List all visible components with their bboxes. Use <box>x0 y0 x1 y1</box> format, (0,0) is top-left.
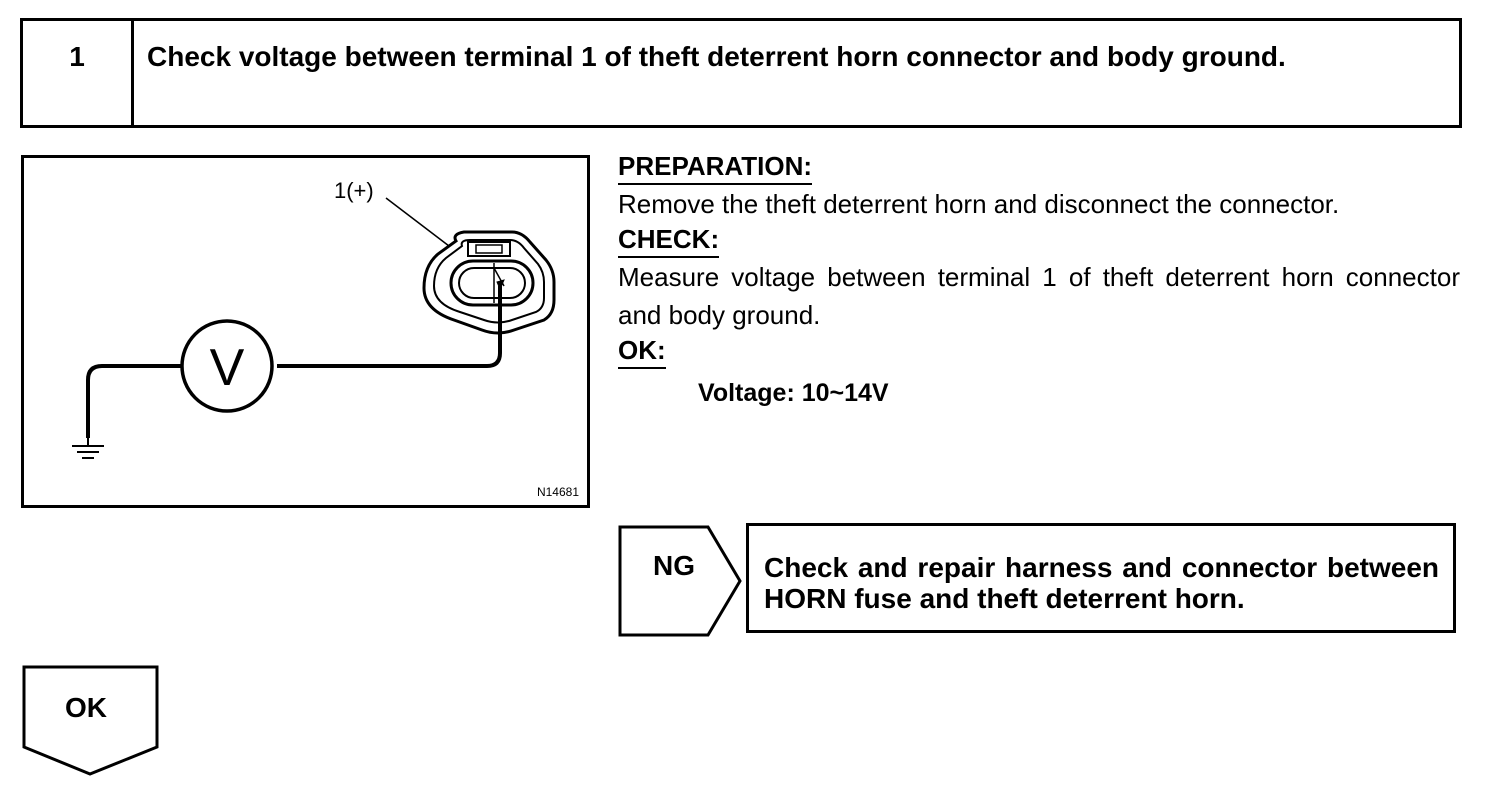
figure-code: N14681 <box>536 485 579 499</box>
ground-icon <box>72 438 104 458</box>
check-label: CHECK: <box>618 223 719 258</box>
preparation-text: Remove the theft deterrent horn and disconnect the connector. <box>618 189 1340 219</box>
check-text: Measure voltage between terminal 1 of theft deterrent horn connector and body ground. <box>618 262 1460 330</box>
ng-action-box: Check and repair harness and connector between HORN fuse and theft deterrent horn. <box>746 523 1456 633</box>
ok-label: OK <box>65 692 107 723</box>
terminal-label: 1(+) <box>334 178 374 203</box>
voltmeter-symbol: V <box>209 339 245 397</box>
negative-lead <box>88 366 182 438</box>
step-number: 1 <box>23 21 134 125</box>
terminal-leader-line <box>386 198 449 246</box>
instructions <box>618 150 1460 408</box>
preparation-label: PREPARATION: <box>618 150 812 185</box>
step-header <box>20 18 1462 128</box>
ok-spec: Voltage: 10~14V <box>698 379 889 407</box>
ok-criteria-label: OK: <box>618 334 666 369</box>
wiring-figure <box>21 155 590 508</box>
step-title: Check voltage between terminal 1 of theft deterrent horn connector and body ground. <box>147 41 1286 72</box>
connector-housing <box>424 232 554 333</box>
voltmeter-diagram <box>24 158 587 505</box>
connector-latch <box>468 242 510 256</box>
ng-label: NG <box>653 550 695 581</box>
